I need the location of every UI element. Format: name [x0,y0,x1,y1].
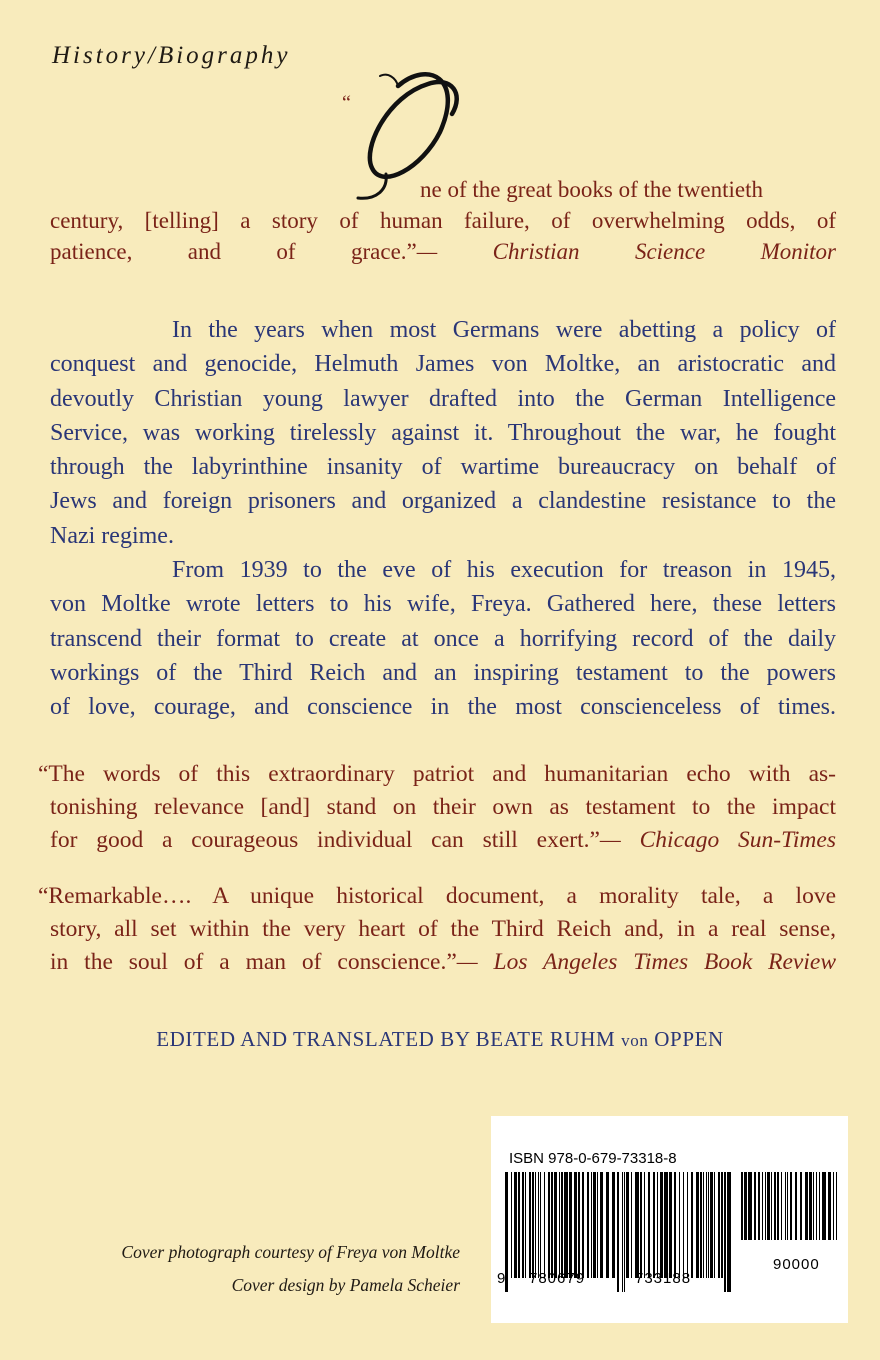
quote-line: story, all set within the very heart of the Third Reich and, in a real sense, [50,916,836,942]
barcode-digit-first: 9 [497,1270,506,1287]
quote-line: “Remarkable…. A unique historical document, a morality tale, a love [38,883,836,909]
description-line: transcend their format to create at once a horrifying record of the daily [50,625,836,652]
description-line: From 1939 to the eve of his execution for treason in 1945, [172,557,836,584]
quote-line [38,824,836,857]
description [50,313,836,725]
description-line: von Moltke wrote letters to his wife, Freya. Gathered here, these letters [50,591,836,618]
quote-line [50,236,836,267]
barcode-addon-digits: 90000 [773,1256,820,1273]
description-line: conquest and genocide, Helmuth James von Moltke, an aristocratic and [50,351,836,378]
description-line: Jews and foreign prisoners and organized a clandestine resistance to the [50,488,836,515]
description-line: Service, was working tirelessly against it. Throughout the war, he fought [50,419,836,446]
quote-la-times [38,880,836,979]
editor-credit [0,1027,880,1052]
design-credit: Cover design by Pamela Scheier [231,1275,460,1295]
photo-credit: Cover photograph courtesy of Freya von Moltke [121,1242,460,1262]
editor-credit-end: OPPEN [648,1027,724,1051]
quote-line: “The words of this extraordinary patriot and humanitarian echo with as- [38,761,836,787]
opening-quote-mark: “ [342,92,351,114]
quote-line: tonishing relevance [and] stand on their own as testament to the impact [50,794,836,820]
description-line: of love, courage, and conscience in the most conscienceless of times. [50,694,836,721]
cover-credits [60,1236,460,1302]
quote-text: in the soul of a man of conscience.” [50,949,457,975]
editor-credit-von: von [621,1031,649,1050]
quote-source: — Christian Science Monitor [416,239,836,264]
quote-source: — Chicago Sun-Times [599,827,836,853]
quote-line: ne of the great books of the twentieth [420,177,763,202]
quote-source: — Los Angeles Times Book Review [456,949,836,975]
quote-text: for good a courageous individual can still exert.” [50,827,600,853]
quote-line: century, [telling] a story of human failure, of overwhelming odds, of [50,208,836,233]
description-line: devoutly Christian young lawyer drafted into the German Intelligence [50,385,836,412]
barcode-group-1: 780679 [529,1270,586,1287]
description-line: through the labyrinthine insanity of wartime bureaucracy on behalf of [50,454,836,481]
description-line: In the years when most Germans were abetting a policy of [172,317,836,343]
dropcap-letter: O [411,170,412,171]
quote-text: patience, and of grace.” [50,239,417,264]
editor-credit-main: EDITED AND TRANSLATED BY BEATE RUHM [156,1027,622,1051]
quote-monitor [50,174,836,267]
barcode-group-2: 733188 [635,1270,692,1287]
description-line: workings of the Third Reich and an inspiring testament to the powers [50,659,836,686]
quote-sun-times [38,758,836,857]
quote-line [38,946,836,979]
category-label: History/Biography [52,42,291,69]
isbn-label: ISBN 978-0-679-73318-8 [509,1150,677,1167]
barcode-panel [491,1116,848,1323]
description-line: Nazi regime. [50,522,174,549]
